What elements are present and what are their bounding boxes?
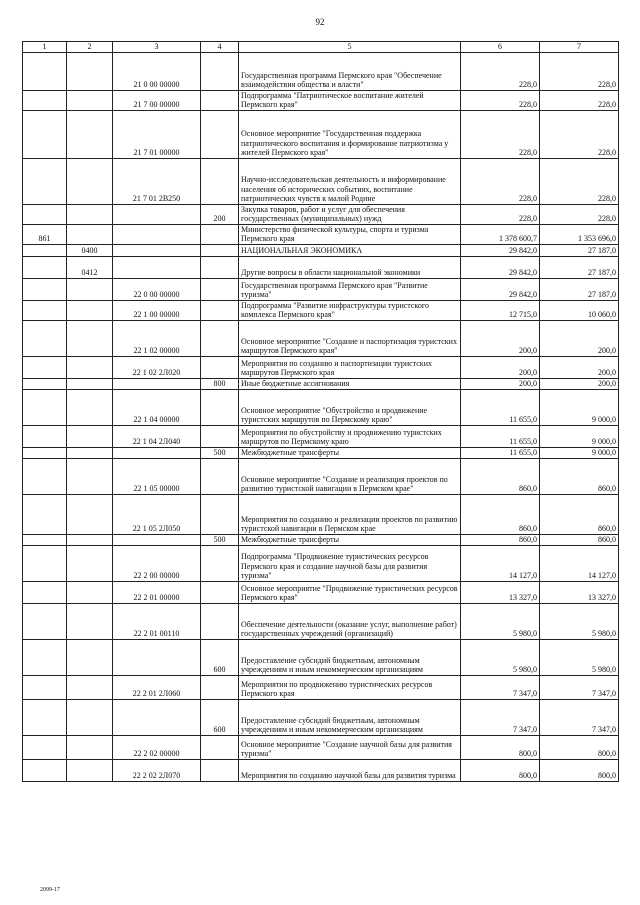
value-col-6: 29 842,0	[461, 244, 540, 256]
header-col-7: 7	[540, 42, 619, 53]
code-col-4	[201, 320, 239, 356]
code-col-4	[201, 90, 239, 110]
code-col-4	[201, 256, 239, 278]
value-col-6: 12 715,0	[461, 300, 540, 320]
name-cell: Межбюджетные трансферты	[239, 447, 461, 458]
value-col-7: 228,0	[540, 158, 619, 204]
code-col-2	[67, 603, 113, 639]
code-col-1	[23, 204, 67, 224]
name-cell: Мероприятия по обустройству и продвижению туристских маршрутов по Пермскому краю	[239, 425, 461, 447]
value-col-7: 228,0	[540, 204, 619, 224]
value-col-6: 860,0	[461, 494, 540, 534]
value-col-7: 228,0	[540, 110, 619, 158]
header-col-2: 2	[67, 42, 113, 53]
code-col-4	[201, 244, 239, 256]
name-cell: Основное мероприятие "Государственная поддержка патриотического воспитания и формирование патриотизма у жителей Пермского края"	[239, 110, 461, 158]
code-col-4	[201, 759, 239, 781]
code-col-3	[113, 639, 201, 675]
code-col-1	[23, 278, 67, 300]
code-col-4	[201, 52, 239, 90]
code-col-2	[67, 300, 113, 320]
code-col-3: 21 7 01 2В250	[113, 158, 201, 204]
name-cell: НАЦИОНАЛЬНАЯ ЭКОНОМИКА	[239, 244, 461, 256]
value-col-7: 200,0	[540, 320, 619, 356]
code-col-2	[67, 675, 113, 699]
code-col-2	[67, 110, 113, 158]
value-col-7: 27 187,0	[540, 256, 619, 278]
value-col-7: 800,0	[540, 735, 619, 759]
name-cell: Иные бюджетные ассигнования	[239, 378, 461, 389]
code-col-3: 22 2 02 2Л070	[113, 759, 201, 781]
name-cell: Мероприятия по созданию и паспортизации туристских маршрутов Пермского края	[239, 356, 461, 378]
name-cell: Подпрограмма "Патриотическое воспитание жителей Пермского края"	[239, 90, 461, 110]
value-col-7: 27 187,0	[540, 278, 619, 300]
code-col-2	[67, 389, 113, 425]
code-col-3: 22 2 01 2Л060	[113, 675, 201, 699]
header-col-1: 1	[23, 42, 67, 53]
value-col-7: 5 980,0	[540, 603, 619, 639]
code-col-3: 22 1 04 00000	[113, 389, 201, 425]
table-row	[23, 356, 619, 378]
code-col-4	[201, 389, 239, 425]
table-row	[23, 603, 619, 639]
table-row	[23, 759, 619, 781]
code-col-2	[67, 356, 113, 378]
name-cell: Мероприятия по созданию и реализации проектов по развитию туристской навигации в Пермском крае	[239, 494, 461, 534]
code-col-1	[23, 158, 67, 204]
code-col-4	[201, 300, 239, 320]
value-col-7: 7 347,0	[540, 675, 619, 699]
name-cell: Подпрограмма "Продвижение туристических ресурсов Пермского края и создание научной базы для развития туризма"	[239, 545, 461, 581]
code-col-1	[23, 244, 67, 256]
code-col-1	[23, 534, 67, 545]
value-col-6: 5 980,0	[461, 639, 540, 675]
code-col-1	[23, 90, 67, 110]
code-col-3: 22 2 00 00000	[113, 545, 201, 581]
code-col-1	[23, 759, 67, 781]
name-cell: Государственная программа Пермского края "Обеспечение взаимодействия общества и власти"	[239, 52, 461, 90]
code-col-1	[23, 581, 67, 603]
table-row	[23, 204, 619, 224]
code-col-1	[23, 458, 67, 494]
code-col-3: 22 1 05 00000	[113, 458, 201, 494]
code-col-1	[23, 639, 67, 675]
code-col-4	[201, 581, 239, 603]
table-row	[23, 300, 619, 320]
name-cell: Мероприятия по созданию научной базы для развития туризма	[239, 759, 461, 781]
table-row	[23, 735, 619, 759]
name-cell: Другие вопросы в области национальной экономики	[239, 256, 461, 278]
code-col-3: 22 2 02 00000	[113, 735, 201, 759]
value-col-6: 11 655,0	[461, 447, 540, 458]
value-col-6: 7 347,0	[461, 675, 540, 699]
value-col-6: 860,0	[461, 534, 540, 545]
table-row	[23, 378, 619, 389]
value-col-6: 860,0	[461, 458, 540, 494]
code-col-3	[113, 534, 201, 545]
value-col-7: 1 353 696,0	[540, 224, 619, 244]
name-cell: Предоставление субсидий бюджетным, автономным учреждениям и иным некоммерческим организациям	[239, 639, 461, 675]
value-col-7: 228,0	[540, 52, 619, 90]
code-col-2	[67, 425, 113, 447]
header-col-5: 5	[239, 42, 461, 53]
code-col-2	[67, 52, 113, 90]
value-col-7: 860,0	[540, 458, 619, 494]
code-col-2	[67, 204, 113, 224]
table-row	[23, 278, 619, 300]
table-row	[23, 110, 619, 158]
value-col-6: 1 378 600,7	[461, 224, 540, 244]
code-col-3: 21 0 00 00000	[113, 52, 201, 90]
value-col-6: 11 655,0	[461, 425, 540, 447]
page-number: 92	[315, 17, 325, 27]
code-col-3	[113, 256, 201, 278]
value-col-6: 200,0	[461, 356, 540, 378]
code-col-4	[201, 603, 239, 639]
code-col-3: 22 1 05 2Л050	[113, 494, 201, 534]
value-col-6: 13 327,0	[461, 581, 540, 603]
value-col-7: 13 327,0	[540, 581, 619, 603]
table-row	[23, 534, 619, 545]
name-cell: Основное мероприятие "Создание и реализация проектов по развитию туристской навигации в Пермском крае"	[239, 458, 461, 494]
table-row	[23, 699, 619, 735]
name-cell: Основное мероприятие "Создание и паспортизация туристских маршрутов Пермского края"	[239, 320, 461, 356]
code-col-1	[23, 52, 67, 90]
name-cell: Обеспечение деятельности (оказание услуг, выполнение работ) государственных учреждений (организаций)	[239, 603, 461, 639]
code-col-4: 200	[201, 204, 239, 224]
code-col-3: 21 7 00 00000	[113, 90, 201, 110]
value-col-7: 800,0	[540, 759, 619, 781]
name-cell: Предоставление субсидий бюджетным, автономным учреждениям и иным некоммерческим организациям	[239, 699, 461, 735]
code-col-3	[113, 699, 201, 735]
code-col-3	[113, 224, 201, 244]
header-col-6: 6	[461, 42, 540, 53]
code-col-3	[113, 447, 201, 458]
value-col-7: 9 000,0	[540, 389, 619, 425]
name-cell: Закупка товаров, работ и услуг для обеспечения государственных (муниципальных) нужд	[239, 204, 461, 224]
code-col-1	[23, 110, 67, 158]
value-col-6: 228,0	[461, 90, 540, 110]
budget-table	[22, 41, 619, 782]
code-col-2	[67, 581, 113, 603]
code-col-2	[67, 158, 113, 204]
code-col-4	[201, 278, 239, 300]
code-col-4: 500	[201, 447, 239, 458]
value-col-7: 27 187,0	[540, 244, 619, 256]
code-col-4	[201, 735, 239, 759]
code-col-2	[67, 278, 113, 300]
code-col-4: 500	[201, 534, 239, 545]
table-row	[23, 425, 619, 447]
code-col-1	[23, 699, 67, 735]
table-row	[23, 224, 619, 244]
code-col-1	[23, 447, 67, 458]
code-col-3: 22 1 02 2Л020	[113, 356, 201, 378]
value-col-7: 200,0	[540, 378, 619, 389]
table-row	[23, 639, 619, 675]
name-cell: Подпрограмма "Развитие инфраструктуры туристского комплекса Пермского края"	[239, 300, 461, 320]
code-col-1	[23, 675, 67, 699]
footer-code: 2099-17	[40, 887, 60, 893]
code-col-3: 22 1 00 00000	[113, 300, 201, 320]
value-col-7: 860,0	[540, 494, 619, 534]
code-col-4	[201, 545, 239, 581]
value-col-7: 14 127,0	[540, 545, 619, 581]
name-cell: Научно-исследовательская деятельность и информирование населения об исторических событиях, воспитание патриотических чувств к малой Родине	[239, 158, 461, 204]
value-col-6: 228,0	[461, 52, 540, 90]
value-col-6: 800,0	[461, 735, 540, 759]
code-col-1	[23, 320, 67, 356]
code-col-2	[67, 545, 113, 581]
code-col-2	[67, 639, 113, 675]
value-col-6: 5 980,0	[461, 603, 540, 639]
code-col-2	[67, 224, 113, 244]
header-col-4: 4	[201, 42, 239, 53]
value-col-7: 200,0	[540, 356, 619, 378]
value-col-7: 860,0	[540, 534, 619, 545]
code-col-2	[67, 699, 113, 735]
code-col-3	[113, 204, 201, 224]
value-col-6: 228,0	[461, 204, 540, 224]
code-col-2	[67, 759, 113, 781]
table-row	[23, 52, 619, 90]
code-col-1	[23, 494, 67, 534]
table-row	[23, 158, 619, 204]
code-col-2: 0412	[67, 256, 113, 278]
value-col-7: 228,0	[540, 90, 619, 110]
code-col-4: 800	[201, 378, 239, 389]
table-row	[23, 256, 619, 278]
table-row	[23, 581, 619, 603]
code-col-3: 22 0 00 00000	[113, 278, 201, 300]
code-col-1	[23, 603, 67, 639]
table-row	[23, 545, 619, 581]
value-col-7: 5 980,0	[540, 639, 619, 675]
code-col-4: 600	[201, 639, 239, 675]
table-row	[23, 389, 619, 425]
code-col-1	[23, 356, 67, 378]
code-col-3: 21 7 01 00000	[113, 110, 201, 158]
code-col-2	[67, 534, 113, 545]
code-col-4	[201, 458, 239, 494]
name-cell: Межбюджетные трансферты	[239, 534, 461, 545]
code-col-3	[113, 378, 201, 389]
code-col-1	[23, 256, 67, 278]
code-col-2	[67, 735, 113, 759]
name-cell: Государственная программа Пермского края "Развитие туризма"	[239, 278, 461, 300]
table-row	[23, 675, 619, 699]
value-col-7: 10 060,0	[540, 300, 619, 320]
code-col-4	[201, 158, 239, 204]
code-col-1: 861	[23, 224, 67, 244]
value-col-7: 9 000,0	[540, 447, 619, 458]
code-col-1	[23, 389, 67, 425]
code-col-2	[67, 320, 113, 356]
name-cell: Основное мероприятие "Создание научной базы для развития туризма"	[239, 735, 461, 759]
value-col-7: 7 347,0	[540, 699, 619, 735]
value-col-6: 800,0	[461, 759, 540, 781]
value-col-6: 7 347,0	[461, 699, 540, 735]
table-row	[23, 320, 619, 356]
name-cell: Мероприятия по продвижению туристических ресурсов Пермского края	[239, 675, 461, 699]
table-row	[23, 458, 619, 494]
code-col-4: 600	[201, 699, 239, 735]
table-row	[23, 90, 619, 110]
code-col-4	[201, 425, 239, 447]
name-cell: Министерство физической культуры, спорта и туризма Пермского края	[239, 224, 461, 244]
name-cell: Основное мероприятие "Продвижение туристических ресурсов Пермского края"	[239, 581, 461, 603]
code-col-2	[67, 378, 113, 389]
code-col-1	[23, 300, 67, 320]
code-col-1	[23, 378, 67, 389]
value-col-6: 29 842,0	[461, 256, 540, 278]
code-col-1	[23, 545, 67, 581]
code-col-1	[23, 735, 67, 759]
code-col-4	[201, 110, 239, 158]
value-col-7: 9 000,0	[540, 425, 619, 447]
code-col-3: 22 1 02 00000	[113, 320, 201, 356]
value-col-6: 228,0	[461, 158, 540, 204]
table-header-row	[23, 42, 619, 53]
value-col-6: 228,0	[461, 110, 540, 158]
code-col-3	[113, 244, 201, 256]
code-col-2	[67, 90, 113, 110]
code-col-3: 22 2 01 00000	[113, 581, 201, 603]
code-col-4	[201, 224, 239, 244]
header-col-3: 3	[113, 42, 201, 53]
table-row	[23, 244, 619, 256]
code-col-4	[201, 675, 239, 699]
value-col-6: 200,0	[461, 378, 540, 389]
value-col-6: 200,0	[461, 320, 540, 356]
value-col-6: 14 127,0	[461, 545, 540, 581]
table-row	[23, 447, 619, 458]
name-cell: Основное мероприятие "Обустройство и продвижение туристских маршрутов по Пермскому краю"	[239, 389, 461, 425]
code-col-2	[67, 494, 113, 534]
code-col-2: 0400	[67, 244, 113, 256]
code-col-3: 22 1 04 2Л040	[113, 425, 201, 447]
value-col-6: 29 842,0	[461, 278, 540, 300]
code-col-2	[67, 447, 113, 458]
code-col-3: 22 2 01 00110	[113, 603, 201, 639]
value-col-6: 11 655,0	[461, 389, 540, 425]
table-row	[23, 494, 619, 534]
code-col-2	[67, 458, 113, 494]
code-col-4	[201, 494, 239, 534]
code-col-4	[201, 356, 239, 378]
code-col-1	[23, 425, 67, 447]
